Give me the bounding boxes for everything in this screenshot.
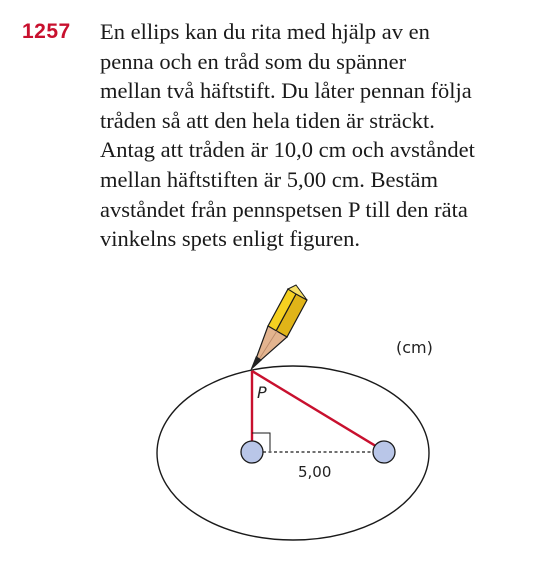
distance-label: 5,00 [298, 463, 332, 481]
problem-number: 1257 [22, 20, 71, 43]
problem-line: vinkelns spets enligt figuren. [100, 226, 360, 252]
unit-label: (cm) [396, 338, 433, 357]
pin-icon [241, 441, 263, 463]
pin-icon [373, 441, 395, 463]
problem-line: tråden så att den hela tiden är sträckt. [100, 107, 435, 133]
problem-line: mellan två häftstift. Du låter pennan följa [100, 78, 472, 104]
problem-line: Antag att tråden är 10,0 cm och avståndet [100, 137, 475, 163]
problem-line: mellan häftstiften är 5,00 cm. Bestäm [100, 166, 439, 192]
problem-line: avståndet från pennspetsen P till den räta [100, 196, 468, 222]
pencil-icon [250, 285, 307, 371]
string-diagonal [252, 371, 384, 451]
problem-line: En ellips kan du rita med hjälp av en [100, 19, 430, 44]
point-p-label: P [257, 383, 267, 402]
problem-line: penna och en tråd som du spänner [100, 48, 407, 74]
